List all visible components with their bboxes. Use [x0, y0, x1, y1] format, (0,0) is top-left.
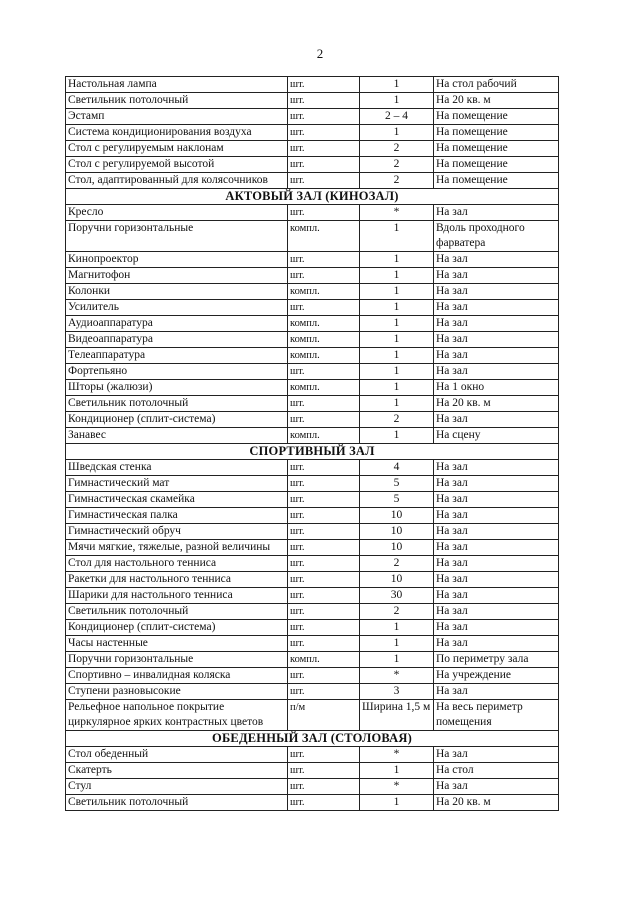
- note-cell: На помещение: [434, 109, 559, 125]
- quantity-cell: 1: [360, 252, 434, 268]
- note-cell: На зал: [434, 572, 559, 588]
- quantity-cell: *: [360, 779, 434, 795]
- note-cell: На помещение: [434, 157, 559, 173]
- unit-cell: компл.: [288, 332, 360, 348]
- note-cell: На зал: [434, 364, 559, 380]
- note-cell: На зал: [434, 747, 559, 763]
- section-header-row: [66, 189, 559, 205]
- note-cell: На зал: [434, 620, 559, 636]
- quantity-cell: 1: [360, 268, 434, 284]
- quantity-cell: 2 – 4: [360, 109, 434, 125]
- quantity-cell: 10: [360, 572, 434, 588]
- page-number: 2: [316, 46, 324, 61]
- table-row: [66, 332, 559, 348]
- unit-cell: шт.: [288, 476, 360, 492]
- item-name-cell: Кондиционер (сплит-система): [66, 412, 288, 428]
- note-cell: На зал: [434, 476, 559, 492]
- note-cell: На зал: [434, 604, 559, 620]
- table-row: [66, 668, 559, 684]
- table-row: [66, 428, 559, 444]
- note-cell: На 20 кв. м: [434, 93, 559, 109]
- note-cell: На помещение: [434, 173, 559, 189]
- unit-cell: компл.: [288, 380, 360, 396]
- table-row: [66, 125, 559, 141]
- table-row: [66, 492, 559, 508]
- table-row: [66, 252, 559, 268]
- table-row: [66, 173, 559, 189]
- quantity-cell: 1: [360, 93, 434, 109]
- item-name-cell: Стол, адаптированный для колясочников: [66, 173, 288, 189]
- note-cell: На зал: [434, 332, 559, 348]
- item-name-cell: Фортепьяно: [66, 364, 288, 380]
- unit-cell: шт.: [288, 684, 360, 700]
- quantity-cell: 1: [360, 763, 434, 779]
- note-cell: На зал: [434, 492, 559, 508]
- note-cell: На зал: [434, 508, 559, 524]
- table-row: [66, 604, 559, 620]
- table-row: [66, 316, 559, 332]
- table-row: [66, 460, 559, 476]
- item-name-cell: Ракетки для настольного тенниса: [66, 572, 288, 588]
- unit-cell: шт.: [288, 460, 360, 476]
- table-row: [66, 205, 559, 221]
- quantity-cell: Ширина 1,5 м: [360, 700, 434, 731]
- quantity-cell: 3: [360, 684, 434, 700]
- item-name-cell: Рельефное напольное покрытие циркулярное ярких контрастных цветов: [66, 700, 288, 731]
- quantity-cell: *: [360, 668, 434, 684]
- item-name-cell: Светильник потолочный: [66, 795, 288, 811]
- table-row: [66, 763, 559, 779]
- unit-cell: шт.: [288, 556, 360, 572]
- unit-cell: шт.: [288, 173, 360, 189]
- item-name-cell: Настольная лампа: [66, 77, 288, 93]
- item-name-cell: Часы настенные: [66, 636, 288, 652]
- note-cell: На стол: [434, 763, 559, 779]
- table-row: [66, 412, 559, 428]
- note-cell: На зал: [434, 588, 559, 604]
- table-row: [66, 779, 559, 795]
- quantity-cell: 2: [360, 604, 434, 620]
- unit-cell: шт.: [288, 763, 360, 779]
- unit-cell: шт.: [288, 412, 360, 428]
- table-row: [66, 556, 559, 572]
- unit-cell: шт.: [288, 125, 360, 141]
- table-row: [66, 795, 559, 811]
- note-cell: На 1 окно: [434, 380, 559, 396]
- note-cell: На учреждение: [434, 668, 559, 684]
- note-cell: На 20 кв. м: [434, 795, 559, 811]
- equipment-table-body: [66, 77, 559, 811]
- table-row: [66, 109, 559, 125]
- table-row: [66, 300, 559, 316]
- table-row: [66, 476, 559, 492]
- note-cell: На сцену: [434, 428, 559, 444]
- note-cell: На помещение: [434, 141, 559, 157]
- quantity-cell: 2: [360, 141, 434, 157]
- unit-cell: шт.: [288, 492, 360, 508]
- item-name-cell: Стол обеденный: [66, 747, 288, 763]
- unit-cell: компл.: [288, 221, 360, 252]
- item-name-cell: Стол с регулируемым наклонам: [66, 141, 288, 157]
- table-row: [66, 652, 559, 668]
- item-name-cell: Стол с регулируемой высотой: [66, 157, 288, 173]
- unit-cell: шт.: [288, 540, 360, 556]
- quantity-cell: 1: [360, 77, 434, 93]
- item-name-cell: Скатерть: [66, 763, 288, 779]
- note-cell: На зал: [434, 636, 559, 652]
- quantity-cell: 1: [360, 125, 434, 141]
- quantity-cell: 10: [360, 540, 434, 556]
- item-name-cell: Гимнастический мат: [66, 476, 288, 492]
- note-cell: На зал: [434, 684, 559, 700]
- unit-cell: шт.: [288, 364, 360, 380]
- unit-cell: шт.: [288, 620, 360, 636]
- quantity-cell: 5: [360, 476, 434, 492]
- section-title: ОБЕДЕННЫЙ ЗАЛ (СТОЛОВАЯ): [66, 731, 559, 747]
- quantity-cell: *: [360, 205, 434, 221]
- table-row: [66, 348, 559, 364]
- note-cell: На зал: [434, 300, 559, 316]
- item-name-cell: Гимнастическая палка: [66, 508, 288, 524]
- note-cell: На зал: [434, 779, 559, 795]
- table-row: [66, 141, 559, 157]
- item-name-cell: Эстамп: [66, 109, 288, 125]
- unit-cell: компл.: [288, 284, 360, 300]
- quantity-cell: 1: [360, 428, 434, 444]
- note-cell: На зал: [434, 252, 559, 268]
- quantity-cell: 1: [360, 795, 434, 811]
- item-name-cell: Магнитофон: [66, 268, 288, 284]
- quantity-cell: 5: [360, 492, 434, 508]
- note-cell: На помещение: [434, 125, 559, 141]
- section-header-row: [66, 444, 559, 460]
- unit-cell: шт.: [288, 668, 360, 684]
- table-row: [66, 157, 559, 173]
- quantity-cell: 1: [360, 316, 434, 332]
- note-cell: На зал: [434, 284, 559, 300]
- unit-cell: шт.: [288, 747, 360, 763]
- item-name-cell: Поручни горизонтальные: [66, 221, 288, 252]
- unit-cell: шт.: [288, 300, 360, 316]
- quantity-cell: 1: [360, 284, 434, 300]
- item-name-cell: Система кондиционирования воздуха: [66, 125, 288, 141]
- unit-cell: компл.: [288, 316, 360, 332]
- unit-cell: шт.: [288, 93, 360, 109]
- item-name-cell: Гимнастический обруч: [66, 524, 288, 540]
- table-row: [66, 684, 559, 700]
- unit-cell: шт.: [288, 252, 360, 268]
- note-cell: На зал: [434, 460, 559, 476]
- quantity-cell: 4: [360, 460, 434, 476]
- table-row: [66, 508, 559, 524]
- note-cell: На зал: [434, 412, 559, 428]
- quantity-cell: 2: [360, 173, 434, 189]
- table-row: [66, 93, 559, 109]
- unit-cell: шт.: [288, 636, 360, 652]
- quantity-cell: 10: [360, 508, 434, 524]
- unit-cell: шт.: [288, 396, 360, 412]
- item-name-cell: Ступени разновысокие: [66, 684, 288, 700]
- unit-cell: шт.: [288, 109, 360, 125]
- unit-cell: шт.: [288, 77, 360, 93]
- quantity-cell: 2: [360, 157, 434, 173]
- quantity-cell: 1: [360, 364, 434, 380]
- note-cell: На зал: [434, 316, 559, 332]
- unit-cell: шт.: [288, 572, 360, 588]
- note-cell: Вдоль проходного фарватера: [434, 221, 559, 252]
- item-name-cell: Стул: [66, 779, 288, 795]
- quantity-cell: 1: [360, 652, 434, 668]
- note-cell: На зал: [434, 348, 559, 364]
- unit-cell: шт.: [288, 779, 360, 795]
- unit-cell: шт.: [288, 524, 360, 540]
- quantity-cell: 1: [360, 620, 434, 636]
- note-cell: На зал: [434, 556, 559, 572]
- quantity-cell: 1: [360, 300, 434, 316]
- quantity-cell: 1: [360, 380, 434, 396]
- item-name-cell: Кресло: [66, 205, 288, 221]
- table-row: [66, 364, 559, 380]
- item-name-cell: Гимнастическая скамейка: [66, 492, 288, 508]
- quantity-cell: 1: [360, 636, 434, 652]
- item-name-cell: Колонки: [66, 284, 288, 300]
- unit-cell: шт.: [288, 508, 360, 524]
- item-name-cell: Светильник потолочный: [66, 93, 288, 109]
- quantity-cell: 1: [360, 348, 434, 364]
- table-row: [66, 572, 559, 588]
- item-name-cell: Спортивно – инвалидная коляска: [66, 668, 288, 684]
- item-name-cell: Мячи мягкие, тяжелые, разной величины: [66, 540, 288, 556]
- note-cell: На зал: [434, 524, 559, 540]
- unit-cell: шт.: [288, 205, 360, 221]
- note-cell: На стол рабочий: [434, 77, 559, 93]
- table-row: [66, 636, 559, 652]
- note-cell: На 20 кв. м: [434, 396, 559, 412]
- note-cell: На зал: [434, 205, 559, 221]
- section-title: АКТОВЫЙ ЗАЛ (КИНОЗАЛ): [66, 189, 559, 205]
- table-row: [66, 284, 559, 300]
- equipment-table: [65, 76, 559, 811]
- table-row: [66, 268, 559, 284]
- table-row: [66, 540, 559, 556]
- item-name-cell: Аудиоаппаратура: [66, 316, 288, 332]
- item-name-cell: Шарики для настольного тенниса: [66, 588, 288, 604]
- quantity-cell: 2: [360, 556, 434, 572]
- unit-cell: п/м: [288, 700, 360, 731]
- note-cell: На зал: [434, 268, 559, 284]
- table-row: [66, 524, 559, 540]
- quantity-cell: 1: [360, 396, 434, 412]
- unit-cell: шт.: [288, 604, 360, 620]
- quantity-cell: 10: [360, 524, 434, 540]
- unit-cell: шт.: [288, 795, 360, 811]
- item-name-cell: Стол для настольного тенниса: [66, 556, 288, 572]
- table-row: [66, 700, 559, 731]
- quantity-cell: 30: [360, 588, 434, 604]
- table-row: [66, 620, 559, 636]
- table-row: [66, 77, 559, 93]
- quantity-cell: 1: [360, 332, 434, 348]
- table-row: [66, 396, 559, 412]
- note-cell: По периметру зала: [434, 652, 559, 668]
- unit-cell: компл.: [288, 348, 360, 364]
- item-name-cell: Видеоаппаратура: [66, 332, 288, 348]
- unit-cell: шт.: [288, 268, 360, 284]
- unit-cell: шт.: [288, 141, 360, 157]
- table-row: [66, 380, 559, 396]
- item-name-cell: Поручни горизонтальные: [66, 652, 288, 668]
- section-title: СПОРТИВНЫЙ ЗАЛ: [66, 444, 559, 460]
- item-name-cell: Светильник потолочный: [66, 604, 288, 620]
- item-name-cell: Телеаппаратура: [66, 348, 288, 364]
- item-name-cell: Кинопроектор: [66, 252, 288, 268]
- item-name-cell: Занавес: [66, 428, 288, 444]
- quantity-cell: 2: [360, 412, 434, 428]
- unit-cell: компл.: [288, 428, 360, 444]
- item-name-cell: Шторы (жалюзи): [66, 380, 288, 396]
- quantity-cell: 1: [360, 221, 434, 252]
- item-name-cell: Светильник потолочный: [66, 396, 288, 412]
- section-header-row: [66, 731, 559, 747]
- item-name-cell: Усилитель: [66, 300, 288, 316]
- table-row: [66, 221, 559, 252]
- table-row: [66, 747, 559, 763]
- item-name-cell: Шведская стенка: [66, 460, 288, 476]
- unit-cell: компл.: [288, 652, 360, 668]
- note-cell: На зал: [434, 540, 559, 556]
- item-name-cell: Кондиционер (сплит-система): [66, 620, 288, 636]
- unit-cell: шт.: [288, 157, 360, 173]
- unit-cell: шт.: [288, 588, 360, 604]
- note-cell: На весь периметр помещения: [434, 700, 559, 731]
- quantity-cell: *: [360, 747, 434, 763]
- table-row: [66, 588, 559, 604]
